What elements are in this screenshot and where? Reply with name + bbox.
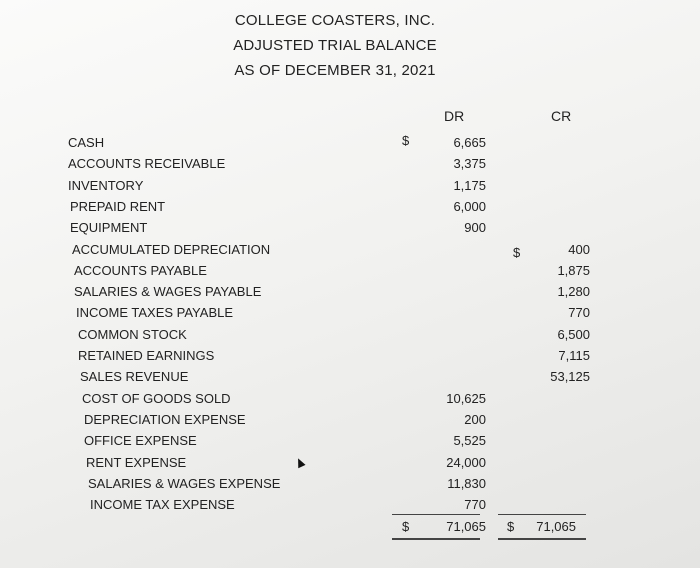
table-row xyxy=(0,433,700,453)
account-name: INCOME TAXES PAYABLE xyxy=(76,305,234,321)
table-row xyxy=(0,327,700,347)
account-name: DEPRECIATION EXPENSE xyxy=(84,411,246,427)
cr-currency-symbol: $ xyxy=(513,245,521,260)
table-row xyxy=(0,199,700,219)
table-row xyxy=(0,412,700,432)
dr-currency-symbol: $ xyxy=(402,133,410,148)
totals-row xyxy=(0,519,700,539)
debit-amount: 1,175 xyxy=(453,177,486,193)
cr-double-underline xyxy=(498,538,586,540)
dr-subtotal-line xyxy=(392,514,480,515)
dr-double-underline xyxy=(392,538,480,540)
account-name: INCOME TAX EXPENSE xyxy=(90,497,235,513)
cr-total: 71,065 xyxy=(536,519,576,534)
account-name: PREPAID RENT xyxy=(70,198,166,214)
account-name: SALARIES & WAGES EXPENSE xyxy=(88,475,281,491)
table-row xyxy=(0,391,700,411)
table-row xyxy=(0,178,700,198)
account-name: SALARIES & WAGES PAYABLE xyxy=(74,284,262,300)
account-name: COMMON STOCK xyxy=(78,326,187,342)
debit-amount: 5,525 xyxy=(453,433,486,449)
table-row xyxy=(0,305,700,325)
credit-amount: 53,125 xyxy=(550,369,590,385)
account-name: CASH xyxy=(68,135,105,150)
debit-amount: 10,625 xyxy=(446,390,486,406)
credit-amount: 1,875 xyxy=(557,262,590,278)
table-row xyxy=(0,369,700,389)
table-row xyxy=(0,497,700,517)
credit-amount: 400 xyxy=(568,241,590,257)
account-name: SALES REVENUE xyxy=(80,369,189,385)
cr-total-currency: $ xyxy=(507,519,515,534)
cr-subtotal-line xyxy=(498,514,586,515)
cr-column-header: CR xyxy=(551,108,572,124)
debit-amount: 6,000 xyxy=(453,198,486,214)
dr-column-header: DR xyxy=(444,108,465,124)
debit-amount: 770 xyxy=(464,497,486,513)
debit-amount: 3,375 xyxy=(453,156,486,172)
report-title: ADJUSTED TRIAL BALANCE xyxy=(233,37,437,54)
credit-amount: 1,280 xyxy=(557,284,590,300)
dr-total: 71,065 xyxy=(446,519,486,534)
report-date: AS OF DECEMBER 31, 2021 xyxy=(234,62,436,79)
table-row xyxy=(0,242,700,262)
account-name: RETAINED EARNINGS xyxy=(78,348,215,363)
debit-amount: 24,000 xyxy=(446,454,486,470)
table-row xyxy=(0,476,700,496)
table-row xyxy=(0,220,700,240)
account-name: ACCOUNTS RECEIVABLE xyxy=(68,156,226,172)
account-name: RENT EXPENSE xyxy=(86,454,187,470)
credit-amount: 770 xyxy=(568,305,590,321)
table-row xyxy=(0,263,700,283)
account-name: ACCOUNTS PAYABLE xyxy=(74,262,207,278)
debit-amount: 900 xyxy=(464,220,486,236)
table-row xyxy=(0,455,700,475)
account-name: COST OF GOODS SOLD xyxy=(82,390,231,406)
table-row xyxy=(0,135,700,155)
account-name: ACCUMULATED DEPRECIATION xyxy=(72,241,271,257)
debit-amount: 200 xyxy=(464,411,486,427)
account-name: EQUIPMENT xyxy=(70,220,148,236)
company-name: COLLEGE COASTERS, INC. xyxy=(234,12,436,29)
debit-amount: 6,665 xyxy=(453,135,486,150)
credit-amount: 7,115 xyxy=(558,348,590,363)
credit-amount: 6,500 xyxy=(557,326,590,342)
dr-total-currency: $ xyxy=(402,519,410,534)
debit-amount: 11,830 xyxy=(447,475,486,491)
account-name: OFFICE EXPENSE xyxy=(84,433,197,449)
table-row xyxy=(0,284,700,304)
table-row xyxy=(0,156,700,176)
account-name: INVENTORY xyxy=(68,177,144,193)
table-row xyxy=(0,348,700,368)
